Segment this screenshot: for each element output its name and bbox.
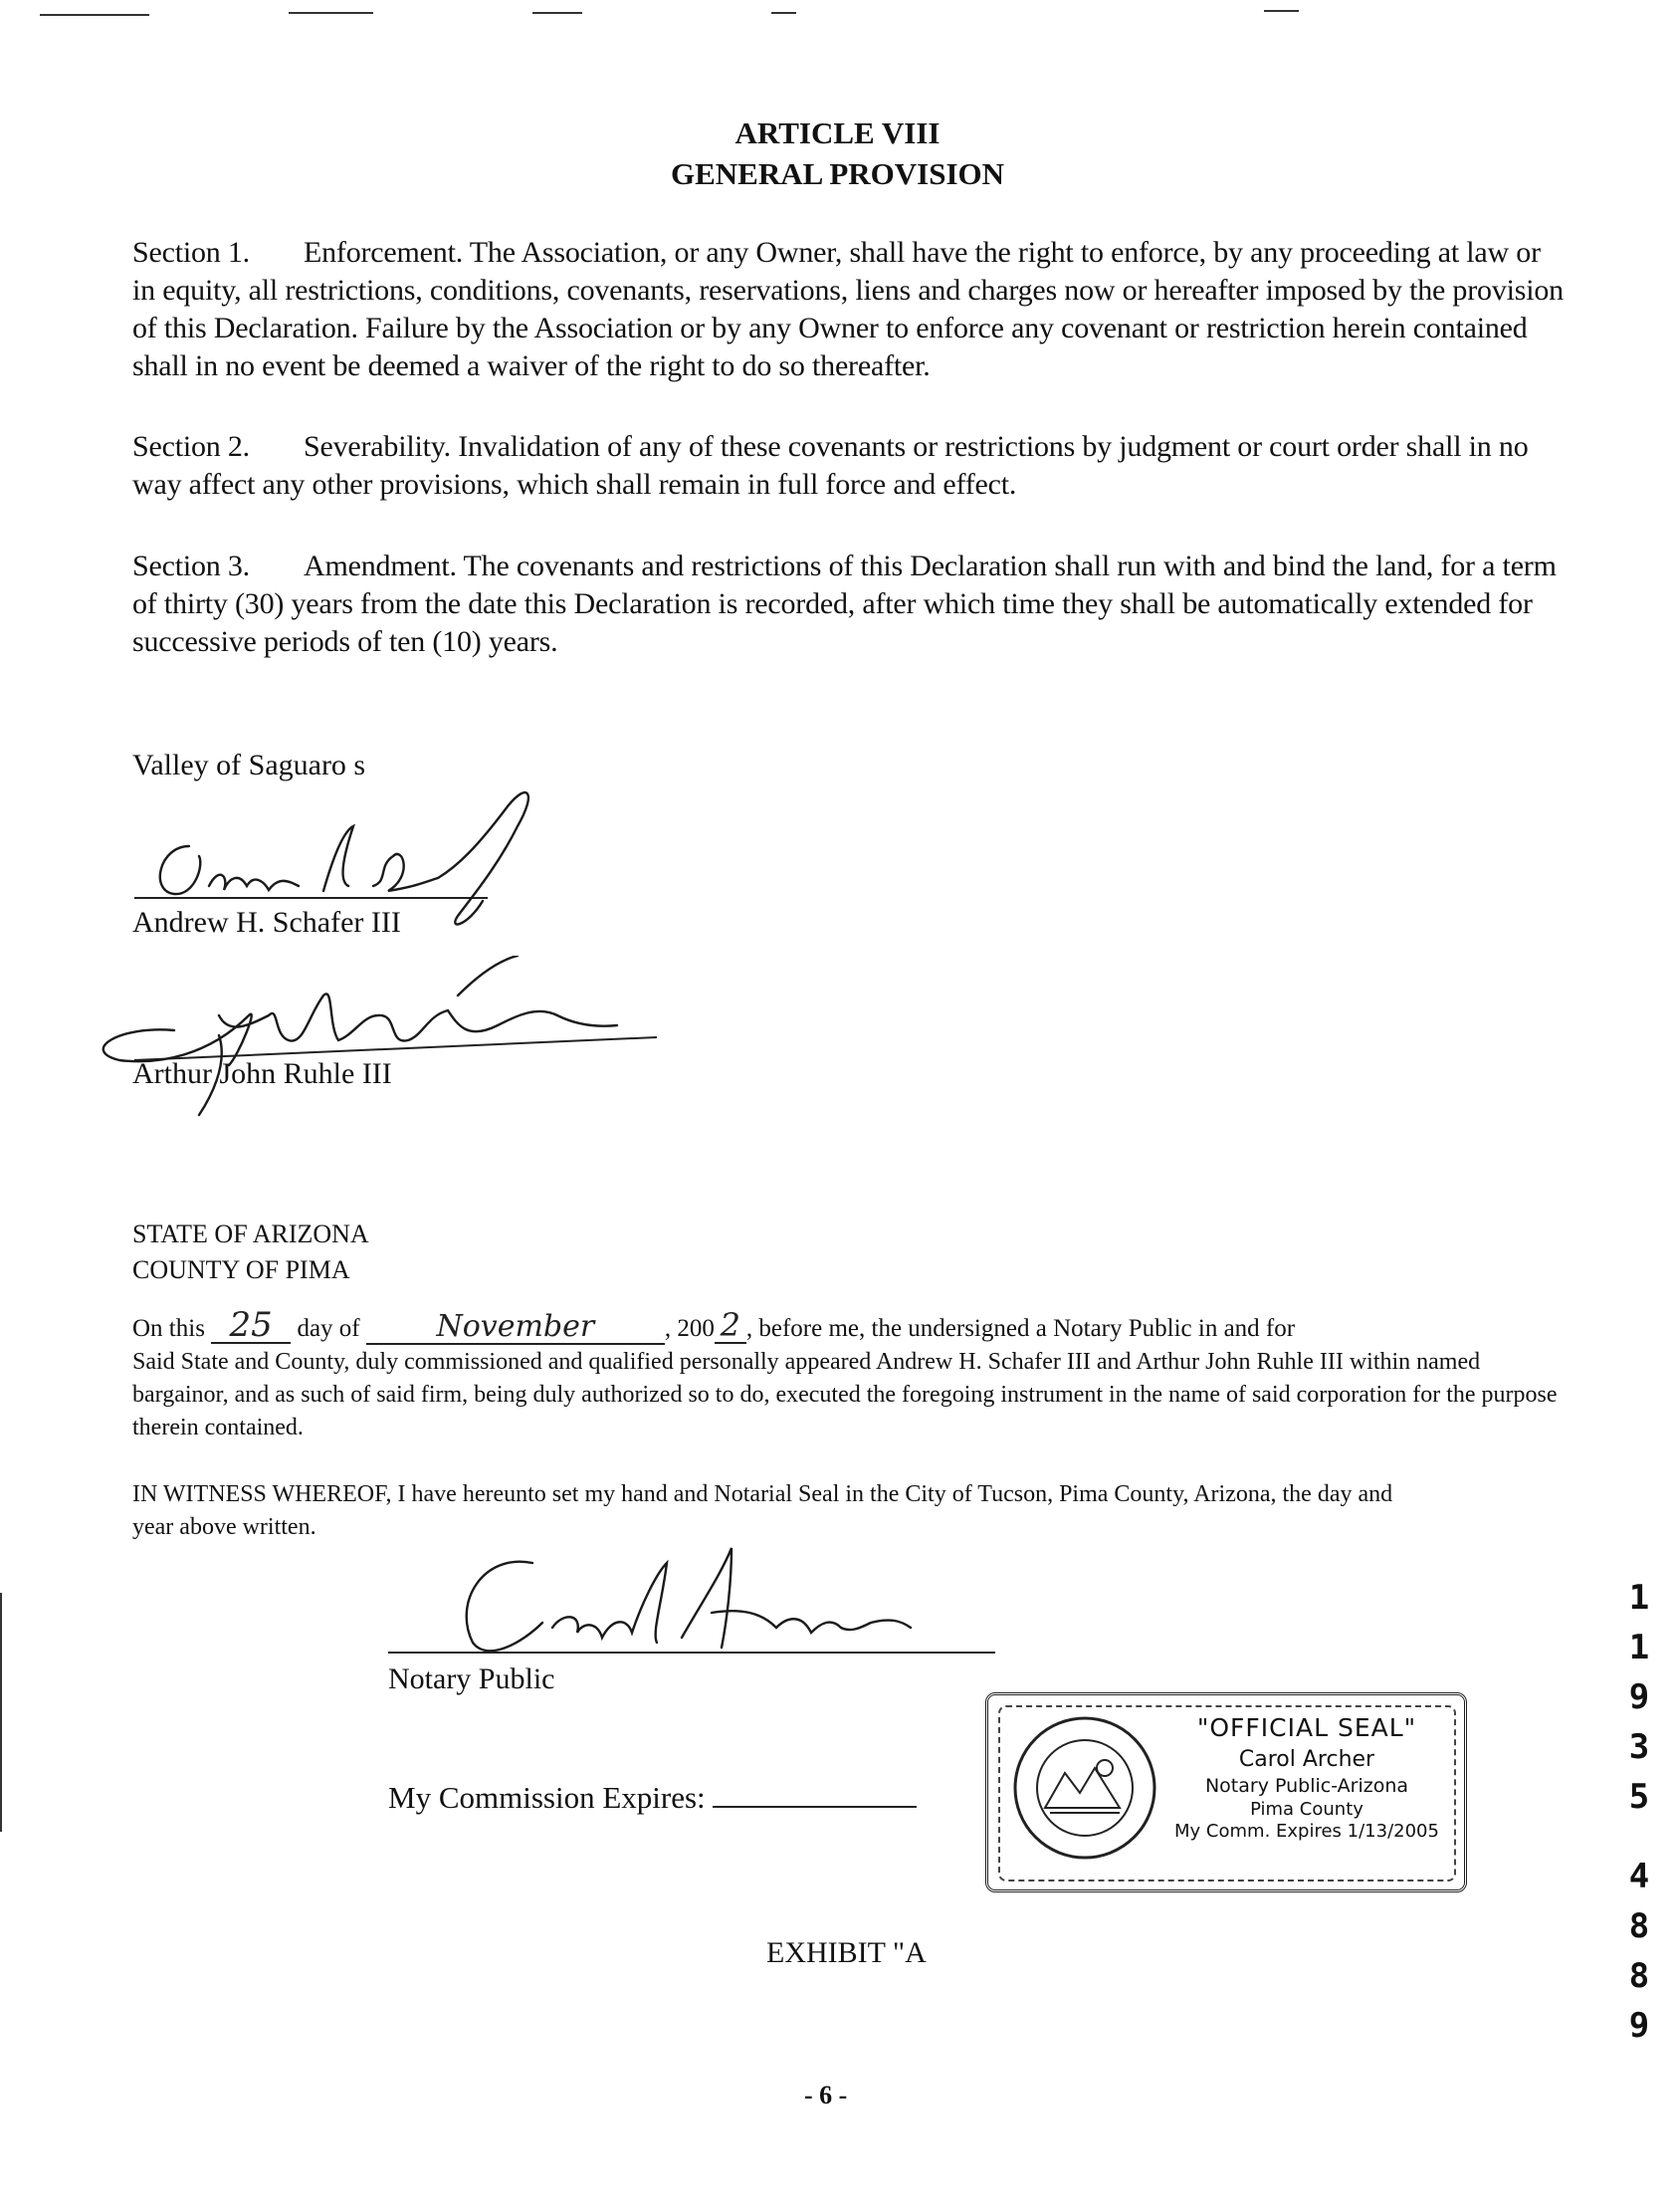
venue-state: STATE OF ARIZONA (132, 1219, 369, 1248)
signer2-name: Arthur John Ruhle III (132, 1057, 392, 1090)
notary-date-line (132, 1305, 1585, 1345)
recording-digit: 8 (1628, 1906, 1650, 1946)
recording-digit: 1 (1628, 1578, 1650, 1618)
signature-notary (383, 1543, 1020, 1672)
state-seal-emblem (1010, 1713, 1159, 1863)
venue-block (132, 1217, 369, 1288)
witness-clause: IN WITNESS WHEREOF, I have hereunto set my hand and Notarial Seal in the City of Tucson, Pima County, Arizona, the day and year above written. (132, 1481, 1393, 1540)
day-of-label: day of (297, 1315, 360, 1342)
recording-number (1624, 1573, 1654, 2051)
recording-digit: 1 (1628, 1628, 1650, 1667)
entity-name: Valley of Saguaro s (132, 749, 366, 781)
seal-county: Pima County (1250, 1799, 1363, 1820)
notary-public-label: Notary Public (388, 1662, 555, 1695)
seal-title: "OFFICIAL SEAL" (1196, 1713, 1417, 1742)
recording-digit: 8 (1628, 1956, 1650, 1996)
exhibit-label: EXHIBIT "A (766, 1936, 927, 1969)
section-label: Section 1. (132, 236, 250, 269)
article-title: GENERAL PROVISION (670, 156, 1005, 191)
commission-label: My Commission Expires: (388, 1780, 706, 1815)
section-1 (132, 234, 1566, 385)
month-handwritten: November (366, 1310, 665, 1345)
section-2 (132, 428, 1566, 504)
recording-digit: 9 (1628, 1677, 1650, 1717)
official-seal-stamp (985, 1692, 1467, 1892)
article-number: ARTICLE VIII (734, 115, 941, 150)
day-handwritten: 25 (211, 1309, 291, 1344)
notary-body: Said State and County, duly commissioned and qualified personally appeared Andrew H. Schafer III and Arthur John Ruhle III within named bargainor, and as such of said firm, being duly authorized so to do, executed the foregoing instrument in the name of said corporation for the purpose therein contained. (132, 1349, 1558, 1440)
page-number: - 6 - (804, 2081, 848, 2109)
section-text: Severability. Invalidation of any of these covenants or restrictions by judgment or court order shall in no way affect any other provisions, which shall remain in full force and effect. (132, 430, 1529, 501)
venue-county: COUNTY OF PIMA (132, 1255, 350, 1284)
seal-name: Carol Archer (1238, 1747, 1375, 1772)
section-label: Section 3. (132, 550, 250, 582)
signer1-name: Andrew H. Schafer III (132, 906, 401, 939)
year-handwritten: 2 (715, 1309, 746, 1344)
section-text: Amendment. The covenants and restrictions of this Declaration shall run with and bind the land, for a term of thirty (30) years from the date this Declaration is recorded, after which time they shall be automatically extended for successive periods of ten (10) years. (132, 550, 1557, 658)
section-text: Enforcement. The Association, or any Owner, shall have the right to enforce, by any proceeding at law or in equity, all restrictions, conditions, covenants, reservations, liens and charges now or hereafter imposed by the provision of this Declaration. Failure by the Association or by any Owner to enforce any covenant or restriction herein contained shall in no event be deemed a waiver of the right to do so thereafter. (132, 236, 1564, 382)
recording-digit: 4 (1628, 1857, 1650, 1896)
year-prefix: , 200 (664, 1315, 715, 1342)
date-suffix: , before me, the undersigned a Notary Public in and for (745, 1315, 1296, 1342)
commission-blank (713, 1782, 917, 1808)
seal-expires: My Comm. Expires 1/13/2005 (1174, 1821, 1439, 1842)
commission-expires (388, 1780, 917, 1816)
seal-role: Notary Public-Arizona (1204, 1775, 1409, 1797)
recording-digit: 9 (1628, 2006, 1650, 2046)
section-3 (132, 548, 1566, 661)
signature-ruhle (80, 956, 677, 1125)
section-label: Section 2. (132, 430, 250, 463)
on-this-label: On this (132, 1315, 205, 1342)
recording-digit: 3 (1628, 1727, 1650, 1767)
recording-digit: 5 (1628, 1777, 1650, 1817)
